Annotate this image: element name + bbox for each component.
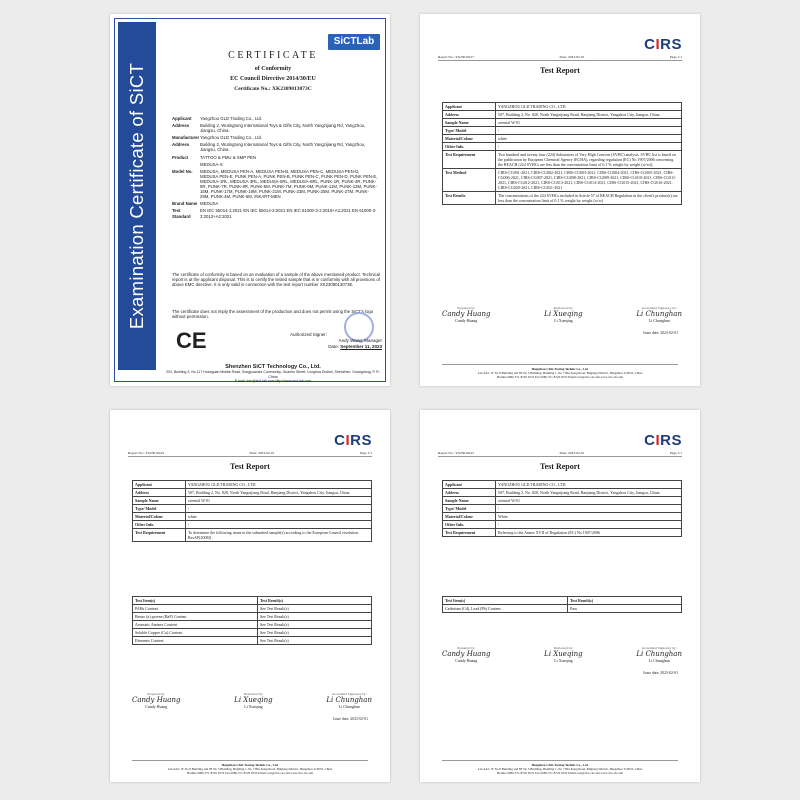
approved-by-signature: Li Chunghan	[636, 650, 682, 658]
issue-date: Issue date: 2023-02-01	[333, 717, 368, 721]
certificate-date: September 11, 2023	[340, 344, 382, 349]
approved-by-signature: Li Chunghan	[636, 310, 682, 318]
cirs-logo	[644, 432, 682, 449]
certificate-field-value: Yangzhou GLD Trading Co., Ltd.	[200, 116, 263, 121]
report-title: Test Report	[540, 66, 580, 75]
report-results-header-row	[133, 597, 372, 605]
issue-date: Issue date: 2023-02-01	[643, 671, 678, 675]
report-results-table	[442, 596, 682, 613]
certificate-date-label: Date:	[328, 344, 339, 349]
report-number: Report No.: TX23010419	[128, 451, 165, 455]
report-info-value: oriental W-01	[496, 497, 682, 505]
prepared-by-name: Candy Huang	[455, 318, 478, 323]
report-info-row	[443, 489, 682, 497]
certificate-title: CERTIFICATE	[228, 50, 318, 61]
report-info-table	[442, 102, 682, 205]
certificate-paragraph-2: The certificate does not imply the assessment of the production and does not permit using the SiCT's logo without permission.	[172, 309, 374, 320]
report-signatures	[132, 692, 372, 709]
reviewed-by-signature-block	[234, 692, 272, 709]
report-page: Page 1/1	[669, 55, 682, 59]
report-info-label: Material/Colour	[133, 513, 186, 521]
certificate-field-label: Product	[172, 154, 189, 160]
report-date: Date: 2023-02-01	[559, 55, 585, 59]
report-info-value: 507, Building 2, No. 828, North Yangzijiang Road, Hanjiang District, Yangzhou City, Jiangsu, China.	[496, 111, 682, 119]
certificate-band-text: Examination Certificate of SiCT	[126, 62, 147, 330]
report-info-value: Referring to the Annex XVII of Regulation (EC) No 1907/2006	[496, 529, 682, 537]
report-info-row	[443, 127, 682, 135]
report-info-label: Address	[443, 489, 496, 497]
approved-by-signature-block	[636, 306, 682, 323]
report-info-value: white	[496, 135, 682, 143]
report-info-row	[133, 513, 372, 521]
report-info-value: /	[496, 143, 682, 151]
prepared-by-signature: Candy Huang	[442, 310, 491, 318]
results-item: Elements Content	[133, 637, 258, 645]
results-header-item: Test Item(s)	[443, 597, 568, 605]
results-item: Cadmium (Cd), Lead (Pb) Content	[443, 605, 568, 613]
certificate-field-row	[172, 201, 378, 206]
certificate-field-label: Test Standard	[172, 208, 191, 219]
report-info-value: /	[186, 505, 372, 513]
report-info-row	[443, 151, 682, 169]
reviewed-by-signature: Li Xueqing	[234, 696, 273, 704]
certificate-field-label: Brand Name	[172, 201, 198, 207]
cirs-logo	[334, 432, 372, 449]
reviewed-by-label: Reviewed by:	[553, 306, 574, 310]
report-info-label: Type/ Model	[443, 127, 496, 135]
report-info-value: white	[186, 513, 372, 521]
report-title: Test Report	[230, 462, 270, 471]
cirs-logo-letter: R	[660, 36, 672, 53]
certificate-field-label: Address	[172, 123, 190, 129]
certificate-number: Certificate No.: XK2309013073C	[234, 86, 312, 92]
report-footer-contact: Hotline 0086-571-8720 6574 Fax 0086-571-8720 6533 Email: test@cirs-ck.com www.cirs-ck.com	[496, 375, 624, 380]
results-item: Aromatic Amines Content	[133, 621, 258, 629]
report-number: Report No.: TX23010417	[438, 55, 475, 59]
results-value: See Test Result(s)	[258, 621, 372, 629]
report-footer-company: Hangzhou C&K Testing Technic Co., Ltd.	[531, 367, 589, 371]
certificate-paragraph-1: The certificate of conformity is based on an evaluation of a sample of the above mentioned product. Technical report is at the applicant disposal. This is to certify the tested sample that is in conformity with all provisions of above EMC directive. It is only valid in connection with the test report number XK2309013073E.	[172, 272, 380, 288]
cirs-logo	[644, 36, 682, 53]
test-report-svhc-page	[420, 14, 700, 386]
report-page: Page 1/1	[669, 451, 682, 455]
report-info-label: Test Results	[443, 192, 496, 205]
report-footer	[132, 760, 368, 776]
certificate-field-value: EN IEC 55014-1:2021 EN IEC 55014-2:2021 EN IEC 61000-3-2:2019+A1:2021 EN 61000-3-3:2013+A2:2021	[200, 208, 377, 219]
report-footer-contact: Hotline 0086-571-8720 6574 Fax 0086-571-8720 6533 Email: test@cirs-ck.com www.cirs-ck.com	[496, 771, 624, 776]
certificate-field-value: MEDUSA-S	[200, 161, 223, 167]
report-info-table	[132, 480, 372, 542]
results-value: See Test Result(s)	[258, 629, 372, 637]
report-info-value: oriental W-01	[186, 497, 372, 505]
signer-label: Authorized Signer:	[290, 332, 328, 337]
report-info-row	[133, 529, 372, 542]
sictlab-logo: SiCTLab	[328, 34, 380, 50]
report-info-value: 507, Building 2, No. 828, North Yangzijiang Road, Hanjiang District, Yangzhou City, Jiangsu, China.	[496, 489, 682, 497]
report-info-label: Applicant	[133, 481, 186, 489]
report-info-value: YANGZHOU GLD TRADING CO., LTD.	[496, 103, 682, 111]
report-footer-address: Lab Add: 1F No 8 Building and 8F No 5 Building, Building 1, No 7 Bin Kang Road, Binjiang District, Hangzhou 310052, China	[167, 767, 333, 772]
approved-by-name: Li Chunghan	[338, 704, 360, 709]
certificate-footer-contact: E-mail: info@sict-lab.com http://www.sict-lab.com	[234, 379, 312, 383]
approved-by-label: Accredited Signatory by:	[331, 692, 367, 696]
report-info-value: CIRS-CG001-2021, CIRS-CG002-2021, CIRS-CG003-2021, CIRS-CG004-2021, CIRS-CG005-2021, CIRS-CG006-2021, CIRS-CG007-2021, CIRS-CG008-2021, CIRS-CG009-2021, CIRS-CG010-2021, CIRS-CG011-2021, CIRS-CG012-2021, CIRS-CG013-2021, CIRS-CG014-2021, CIRS-CG015-2021, CIRS-CG016-2021, CIRS-CG020-2021, CIRS-CG021-2021	[496, 169, 682, 192]
report-info-value: /	[496, 521, 682, 529]
results-item: Soluble Copper (Cu) Content	[133, 629, 258, 637]
certificate-field-value: Building 2, Wutingtong International Toys & Gifts City, North Yangzijiang Rd, Yangzhou, Jiangsu, China.	[200, 123, 366, 134]
report-info-row	[443, 119, 682, 127]
certificate-field-row	[172, 169, 378, 200]
report-results-row	[133, 637, 372, 645]
certificate-subtitle: of Conformity	[254, 66, 292, 72]
certificate-directive: EC Council Directive 2014/30/EU	[230, 76, 316, 82]
certificate-field-value: Yangzhou GLD Trading Co., Ltd.	[200, 135, 263, 141]
results-value: See Test Result(s)	[258, 613, 372, 621]
report-footer-contact: Hotline 0086-571-8720 6574 Fax 0086-571-8720 6533 Email: test@cirs-ck.com www.cirs-ck.com	[186, 771, 314, 776]
cirs-logo-letter: C	[644, 36, 656, 53]
report-info-label: Applicant	[443, 103, 496, 111]
report-results-table	[132, 596, 372, 645]
report-info-row	[443, 481, 682, 489]
certificate-field-row	[172, 116, 378, 121]
prepared-by-label: Prepared by:	[457, 646, 476, 650]
certificate-field-row	[172, 162, 378, 167]
report-info-value: The concentrations of the 224 SVHCs included in Article 57 of REACH Regulation in the client's product(s) are less than the concentration limit of 0.1 % weight by weight (w/w).	[496, 192, 682, 205]
reviewed-by-signature: Li Xueqing	[544, 310, 583, 318]
report-info-row	[443, 497, 682, 505]
reviewed-by-label: Reviewed by:	[243, 692, 264, 696]
certificate-field-row	[172, 123, 378, 133]
report-info-label: Sample Name	[443, 119, 496, 127]
approved-by-label: Accredited Signatory by:	[641, 646, 677, 650]
report-info-label: Type/ Model	[443, 505, 496, 513]
approved-by-signature: Li Chunghan	[326, 696, 372, 704]
report-info-value: YANGZHOU GLD TRADING CO., LTD.	[496, 481, 682, 489]
report-results-header-row	[443, 597, 682, 605]
report-info-label: Sample Name	[443, 497, 496, 505]
report-info-row	[443, 505, 682, 513]
reviewed-by-signature-block	[544, 306, 582, 323]
certificate-footer	[162, 364, 384, 384]
approved-by-label: Accredited Signatory by:	[641, 306, 677, 310]
cirs-logo-text	[644, 36, 682, 53]
report-signatures	[442, 306, 682, 323]
report-info-row	[133, 521, 372, 529]
results-value: Pass	[568, 605, 682, 613]
report-number: Report No.: TX23010415	[438, 451, 475, 455]
certificate-field-label: Model No.	[172, 168, 193, 174]
cirs-logo-letter: I	[655, 36, 661, 53]
report-info-value: oriental W-01	[496, 119, 682, 127]
report-info-value: YANGZHOU GLD TRADING CO., LTD.	[186, 481, 372, 489]
report-info-label: Other Info.	[443, 521, 496, 529]
report-date: Date: 2023-02-01	[559, 451, 585, 455]
prepared-by-signature: Candy Huang	[442, 650, 491, 658]
certificate-field-label: Address	[172, 142, 190, 148]
reviewed-by-name: Li Xueqing	[244, 704, 263, 709]
results-value: See Test Result(s)	[258, 637, 372, 645]
reviewed-by-label: Reviewed by:	[553, 646, 574, 650]
certificate-field-value: MEDUSA, MEDUSA PEN-A, MEDUSA PEN-B, MEDUSA PEN-C, MEDUSA PEN-D, MEDUSA PEN-E, PUNK PEN-A, PUNK PEN-B, PUNK PEN-C, PUNK PEN-D, PUNK PEN-E, MEDUSA-1RL, MEDUSA-3RL, MEDUSA-5RL, MEDUSA-8RL, PUNK-1R, PUNK-3R, PUNK-5R, PUNK-7R, PUNK-9R, PUNK-5M, PUNK-7M, PUNK-9M, PUNK-11M, PUNK-13M, PUNK-15M, PUNK-17M, PUNK-19M, PUNK-21M, PUNK-23M, PUNK-25M, PUNK-27M, PUNK-29M, PUNK-4M, PUNK-6M, INKART-MEN	[200, 168, 378, 200]
cirs-logo-letter: S	[361, 432, 372, 449]
report-info-row	[443, 192, 682, 205]
report-signatures	[442, 646, 682, 663]
report-footer-address: Lab Add: 1F No 8 Building and 8F No 5 Building, Building 1, No 7 Bin Kang Road, Binjiang District, Hangzhou 310052, China	[477, 371, 643, 376]
report-info-row	[443, 513, 682, 521]
report-info-row	[443, 143, 682, 151]
report-header	[438, 55, 682, 61]
report-info-label: Sample Name	[133, 497, 186, 505]
report-info-row	[443, 169, 682, 192]
report-info-value: White	[496, 513, 682, 521]
cirs-logo-letter: C	[644, 432, 656, 449]
test-report-reach-annex-page	[420, 410, 700, 782]
report-footer	[442, 760, 678, 776]
approved-by-name: Li Chunghan	[648, 318, 670, 323]
cirs-logo-letter: R	[660, 432, 672, 449]
prepared-by-label: Prepared by:	[147, 692, 166, 696]
report-info-row	[133, 505, 372, 513]
certificate-field-row	[172, 142, 378, 152]
report-header	[438, 451, 682, 457]
report-header	[128, 451, 372, 457]
test-report-resap-page	[110, 410, 390, 782]
report-info-label: Test Requirement	[443, 151, 496, 169]
report-results-row	[133, 613, 372, 621]
signer-name: Andy Wang, Manager	[338, 338, 382, 343]
ce-certificate-page	[110, 14, 390, 386]
prepared-by-signature: Candy Huang	[132, 696, 181, 704]
reviewed-by-signature: Li Xueqing	[544, 650, 583, 658]
report-info-row	[443, 103, 682, 111]
prepared-by-name: Candy Huang	[455, 658, 478, 663]
certificate-field-row	[172, 155, 378, 160]
prepared-by-signature-block	[442, 646, 490, 663]
approved-by-name: Li Chunghan	[648, 658, 670, 663]
results-header-result: Test Result(s)	[258, 597, 372, 605]
approved-by-signature-block	[636, 646, 682, 663]
prepared-by-label: Prepared by:	[457, 306, 476, 310]
certificate-fields	[172, 116, 378, 221]
ce-mark-icon: CE	[176, 328, 207, 353]
report-info-row	[133, 497, 372, 505]
cirs-logo-letter: I	[345, 432, 351, 449]
report-info-row	[133, 481, 372, 489]
report-info-row	[443, 529, 682, 537]
cirs-logo-letter: C	[334, 432, 346, 449]
certificate-footer-company: Shenzhen SiCT Technology Co., Ltd.	[225, 364, 321, 370]
results-header-item: Test Item(s)	[133, 597, 258, 605]
report-info-label: Other Info.	[133, 521, 186, 529]
report-info-value: Two hundred and twenty four (224) Substances of Very High Concern (SVHC) analysis. SVHC list is based on the publication by European Chemical Agency (ECHA), regarding regulation (EC) No 1907/2006 concerning the REACH (224 SVHCs are less than the concentration limit of 0.1 % weight by weight (w/w)).	[496, 151, 682, 169]
issue-date: Issue date: 2023-02-01	[643, 331, 678, 335]
report-info-label: Applicant	[443, 481, 496, 489]
certificate-field-row	[172, 135, 378, 140]
report-info-value: 507, Building 2, No. 828, North Yangzijiang Road, Hanjiang District, Yangzhou City, Jiangsu, China.	[186, 489, 372, 497]
report-info-label: Address	[133, 489, 186, 497]
report-footer-company: Hangzhou C&K Testing Technic Co., Ltd.	[221, 763, 279, 767]
report-info-row	[133, 489, 372, 497]
report-title: Test Report	[540, 462, 580, 471]
report-info-label: Other Info.	[443, 143, 496, 151]
cirs-logo-letter: I	[655, 432, 661, 449]
cirs-logo-letter: R	[350, 432, 362, 449]
report-info-label: Type/ Model	[133, 505, 186, 513]
report-info-value: To determine the following items in the submitted sample(s) according to the European Council resolution ResAP(2008)1.	[186, 529, 372, 542]
report-results-row	[443, 605, 682, 613]
reviewed-by-signature-block	[544, 646, 582, 663]
certificate-footer-address: 202, Building 3, No 117 Huanguan Middle Road, Songyuanxia Community, Guanhu Street, Longhua District, Shenzhen, Guangdong, P. R. China	[166, 370, 380, 379]
results-item: Benzo (a) pyrene (BaP) Content	[133, 613, 258, 621]
report-results-row	[133, 621, 372, 629]
report-info-label: Material/Colour	[443, 513, 496, 521]
report-info-value: /	[186, 521, 372, 529]
report-page: Page 1/1	[359, 451, 372, 455]
certificate-field-label	[172, 162, 200, 167]
report-info-label: Address	[443, 111, 496, 119]
report-info-label: Material/Colour	[443, 135, 496, 143]
cirs-logo-text	[644, 432, 682, 449]
cirs-logo-letter: S	[671, 36, 682, 53]
approved-by-signature-block	[326, 692, 372, 709]
report-info-table	[442, 480, 682, 537]
report-info-value: /	[496, 127, 682, 135]
results-header-result: Test Result(s)	[568, 597, 682, 605]
report-info-label: Test Requirement	[443, 529, 496, 537]
report-info-row	[443, 111, 682, 119]
prepared-by-signature-block	[132, 692, 180, 709]
certificate-field-value: TATTOO & PMU & SMP PEN	[200, 154, 257, 160]
report-info-label: Test Requirement	[133, 529, 186, 542]
report-date: Date: 2023-02-01	[249, 451, 275, 455]
prepared-by-signature-block	[442, 306, 490, 323]
reviewed-by-name: Li Xueqing	[554, 318, 573, 323]
cirs-logo-text	[334, 432, 372, 449]
report-info-label: Test Method	[443, 169, 496, 192]
certificate-field-value: Building 2, Wutingtong International Toys & Gifts City, North Yangzijiang Rd, Yangzhou, Jiangsu, China.	[200, 142, 366, 153]
certificate-field-value: MEDUSA	[200, 201, 219, 207]
cirs-logo-letter: S	[671, 432, 682, 449]
prepared-by-name: Candy Huang	[145, 704, 168, 709]
results-item: PAHs Content	[133, 605, 258, 613]
report-footer	[442, 364, 678, 380]
results-value: See Test Result(s)	[258, 605, 372, 613]
report-info-row	[443, 521, 682, 529]
report-results-row	[133, 629, 372, 637]
certificate-field-row	[172, 208, 378, 218]
report-info-value: /	[496, 505, 682, 513]
certificate-field-label: Manufacturer	[172, 135, 200, 141]
reviewed-by-name: Li Xueqing	[554, 658, 573, 663]
report-footer-address: Lab Add: 1F No 8 Building and 8F No 5 Building, Building 1, No 7 Bin Kang Road, Binjiang District, Hangzhou 310052, China	[477, 767, 643, 772]
certificate-signature-block	[290, 332, 382, 350]
report-info-row	[443, 135, 682, 143]
certificate-field-label: Applicant	[172, 116, 192, 121]
report-results-row	[133, 605, 372, 613]
report-footer-company: Hangzhou C&K Testing Technic Co., Ltd.	[531, 763, 589, 767]
